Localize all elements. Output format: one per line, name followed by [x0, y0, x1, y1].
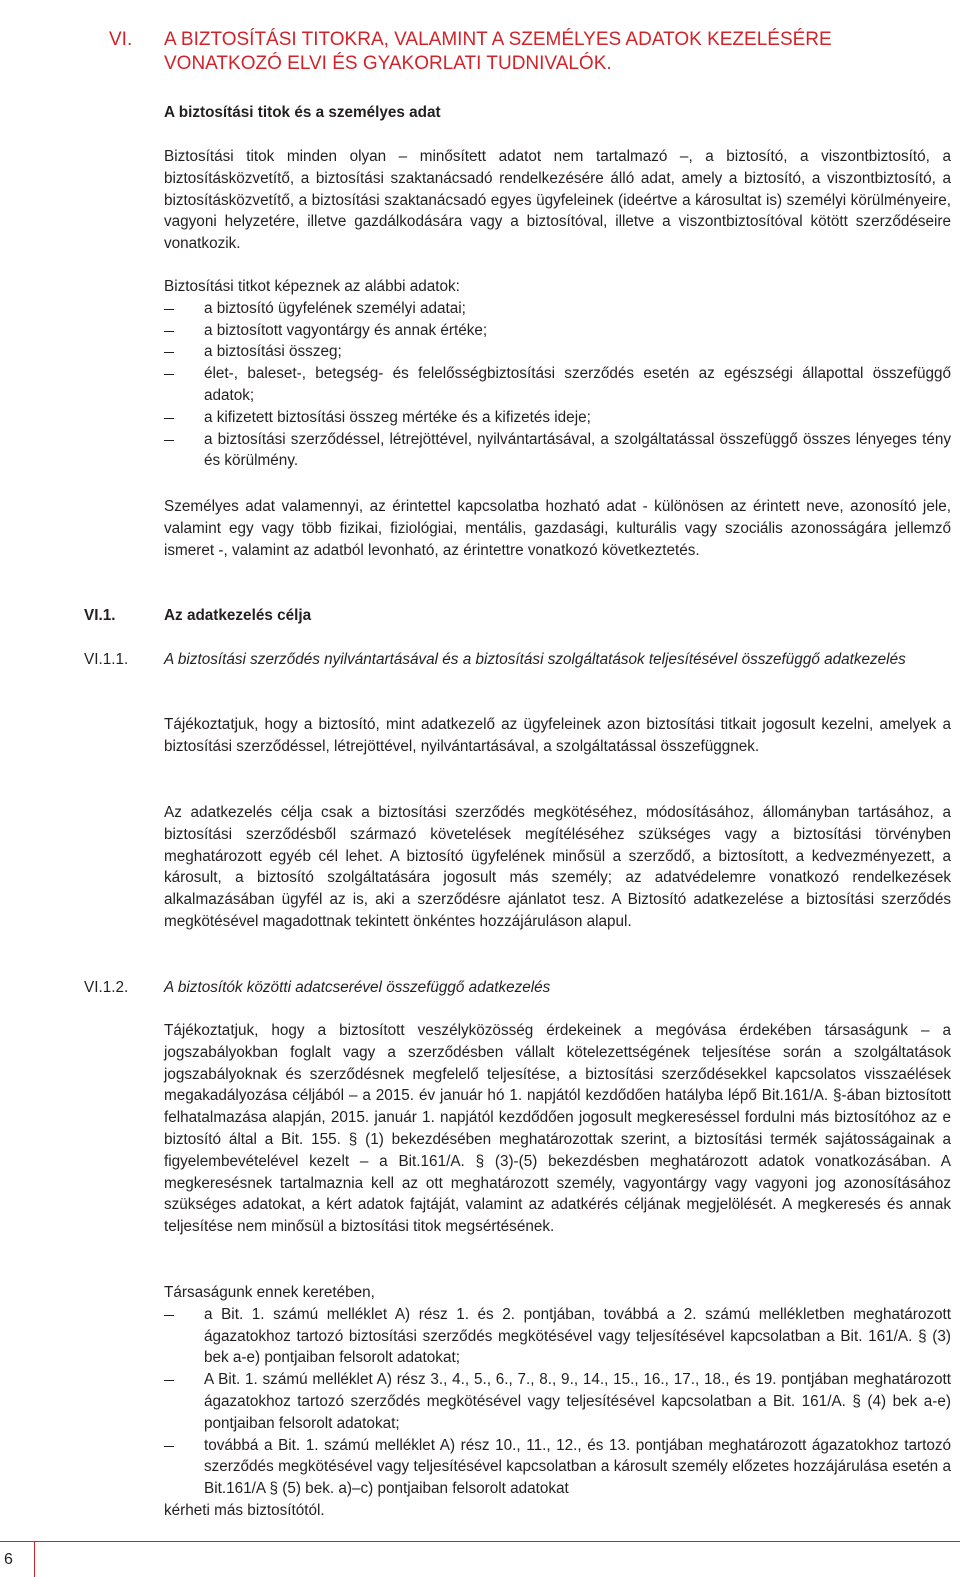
section-number: VI.1. [84, 607, 116, 624]
footer-divider [34, 1541, 35, 1577]
paragraph: Személyes adat valamennyi, az érintettel kapcsolatba hozható adat - különösen az érintett neve, azonosító jele, valamint egy vagy több fizikai, fiziológiai, mentális, gazdasági, kulturális vagy szociális azonosságára jellemző ismeret -, valamint az adatból levonható, az érintettre vonatkozó következtetés. [164, 498, 951, 559]
subsection-number: VI.1.2. [84, 979, 129, 996]
paragraph: Az adatkezelés célja csak a biztosítási szerződés megkötéséhez, módosításához, állományban tartásához, a biztosítási szerződésből származó követelések megítéléséhez szükséges vagy a biztosítási törvényben meghatározott egyéb cél lehet. A biztosító ügyfelének minősül a szerződő, a biztosított, a kedvezményezett, a károsult, a biztosító szolgáltatására jogosult más személy; az adatvédelemre vonatkozó rendelkezések alkalmazásában ügyfél az is, aki a szerződésre ajánlatot tesz. A Biztosító adatkezelése a biztosítási szerződés megkötésével magadottnak tekintett önkéntes hozzájáruláson alapul. [164, 804, 951, 930]
closing-text: kérheti más biztosítótól. [164, 1501, 325, 1519]
footer-rule [0, 1541, 960, 1542]
chapter-title: A BIZTOSÍTÁSI TITOKRA, VALAMINT A SZEMÉLYES ADATOK KEZELÉSÉRE VONATKOZÓ ELVI ÉS GYAKORLATI TUDNIVALÓK. [164, 29, 832, 74]
list-block [164, 276, 951, 472]
page-number: 6 [4, 1551, 13, 1568]
bullet-list [164, 1304, 951, 1500]
list-item: a biztosítási összeg; [164, 341, 951, 363]
paragraph: Tájékoztatjuk, hogy a biztosító, mint adatkezelő az ügyfeleinek azon biztosítási titkait jogosult kezelni, amelyek a biztosítási szerződéssel, létrejöttével, nyilvántartásával, a szolgáltatással összefüggnek. [164, 716, 951, 755]
list-item: A Bit. 1. számú melléklet A) rész 3., 4., 5., 6., 7., 8., 9., 14., 15., 16., 17., 18., és 19. pontjában meghatározott ágazatokhoz tartozó szerződés megkötésével vagy teljesítésével kapcsolatban a Bit. 161/A. § (4) bek a-e) pontjaiban felsorolt adatokat; [164, 1369, 951, 1434]
bullet-list [164, 298, 951, 472]
paragraph: Tájékoztatjuk, hogy a biztosított veszélyközösség érdekeinek a megóvása érdekében társaságunk – a jogszabályokban foglalt vagy a szerződésben vállalt kötelezettségének teljesítése során a szolgáltatások jogszabályoknak és szerződésnek megfelelő teljesítése, a biztosítási szerződésekkel kapcsolatos visszaélések megakadályozása céljából – a 2015. év január hó 1. napjától kezdődően hatályba lépő Bit.161/A. §-ában biztosított felhatalmazása alapján, 2015. január 1. napjától kezdődően jogosult megkereséssel fordulni más biztosítóhoz az e biztosító által a Bit. 155. § (1) bekezdésében meghatározottak szerint, a biztosítási termék sajátosságainak a figyelembevételével kezelt – a Bit.161/A. § (3)-(5) bekezdésben meghatározott adatok vonatkozásában. A megkeresésnek tartalmaznia kell az ott meghatározott személy, vagyontárgy vagy vagyoni jog azonosításához szükséges adatokat, a kért adatok fajtáját, valamint az adatkérés céljának megjelölését. A megkeresés és annak teljesítése nem minősül a biztosítási titok megsértésének. [164, 1022, 951, 1236]
subsection-title: A biztosítók közötti adatcserével összefüggő adatkezelés [164, 979, 551, 996]
list-item: a biztosító ügyfelének személyi adatai; [164, 298, 951, 320]
section-heading: A biztosítási titok és a személyes adat [164, 104, 441, 121]
list-item: továbbá a Bit. 1. számú melléklet A) rész 10., 11., 12., és 13. pontjában meghatározott ágazatokhoz tartozó szerződés megkötésével vagy teljesítésével kapcsolatban a károsult személy előzetes hozzájárulása esetén a Bit.161/A § (5) bek. a)–c) pontjaiban felsorolt adatokat [164, 1435, 951, 1500]
section-title: Az adatkezelés célja [164, 607, 312, 624]
list-item: élet-, baleset-, betegség- és felelősségbiztosítási szerződés esetén az egészségi állapottal összefüggő adatok; [164, 363, 951, 407]
list-item: a Bit. 1. számú melléklet A) rész 1. és 2. pontjában, továbbá a 2. számú mellékletben meghatározott ágazatokhoz tartozó biztosítási szerződés megkötésével vagy teljesítésével kapcsolatban a Bit. 161/A. § (3) bek a-e) pontjaiban felsorolt adatokat; [164, 1304, 951, 1369]
chapter-number: VI. [109, 29, 133, 50]
list-item: a kifizetett biztosítási összeg mértéke és a kifizetés ideje; [164, 407, 951, 429]
list-intro: Társaságunk ennek keretében, [164, 1284, 375, 1301]
subsection-number: VI.1.1. [84, 651, 129, 668]
list-intro: Biztosítási titkot képeznek az alábbi adatok: [164, 278, 460, 295]
list-item: a biztosítási szerződéssel, létrejöttével, nyilvántartásával, a szolgáltatással összefüggő összes lényeges tény és körülmény. [164, 429, 951, 473]
paragraph: Biztosítási titok minden olyan – minősített adatot nem tartalmazó –, a biztosító, a viszontbiztosító, a biztosításközvetítő, a biztosítási szaktanácsadó rendelkezésére álló adat, amely a biztosító, a viszontbiztosító, a biztosításközvetítő, a biztosítási szaktanácsadó egyes ügyfeleinek (ideértve a károsultat is) személyi körülményeire, vagyoni helyzetére, illetve gazdálkodására vagy a biztosítóval, illetve a viszontbiztosítóval kötött szerződéseire vonatkozik. [164, 148, 951, 253]
list-item: a biztosított vagyontárgy és annak értéke; [164, 320, 951, 342]
subsection-title: A biztosítási szerződés nyilvántartásával és a biztosítási szolgáltatások teljesítésével összefüggő adatkezelés [164, 651, 906, 668]
list-block [164, 1282, 951, 1522]
